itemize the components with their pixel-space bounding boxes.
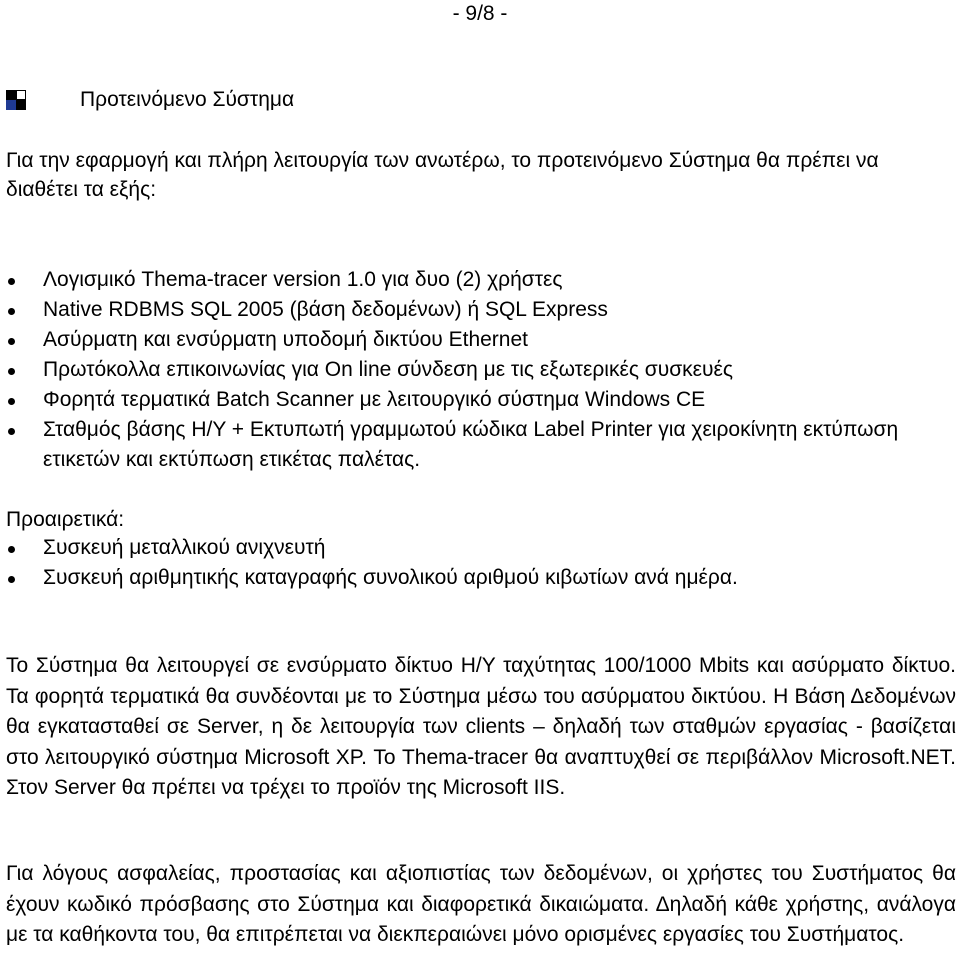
list-item: Native RDBMS SQL 2005 (βάση δεδομένων) ή SQL Express (6, 295, 956, 325)
intro-paragraph: Για την εφαρμογή και πλήρη λειτουργία των ανωτέρω, το προτεινόμενο Σύστημα θα πρέπει να διαθέτει τα εξής: (6, 149, 879, 201)
bullet-icon (8, 368, 15, 375)
page-number: - 9/8 - (452, 2, 508, 25)
list-item: Πρωτόκολλα επικοινωνίας για On line σύνδεση με τις εξωτερικές συσκευές (6, 355, 956, 385)
list-item: Ασύρματη και ενσύρματη υποδομή δικτύου Ethernet (6, 325, 956, 355)
list-item: Λογισμικό Thema-tracer version 1.0 για δυο (2) χρήστες (6, 265, 956, 295)
list-item: Συσκευή αριθμητικής καταγραφής συνολικού αριθμού κιβωτίων ανά ημέρα. (6, 563, 956, 593)
list-item: Συσκευή μεταλλικού ανιχνευτή (6, 533, 956, 563)
network-paragraph: Το Σύστημα θα λειτουργεί σε ενσύρματο δίκτυο Η/Υ ταχύτητας 100/1000 Mbits και ασύρματο δίκτυο. Τα φορητά τερματικά θα συνδέονται με το Σύστημα μέσω του ασύρματου δικτύου. Η Βάση Δεδομένων θα εγκατασταθεί σε Server, η δε λειτουργία των clients – δηλαδή των σταθμών εργασίας - βασίζεται στο λειτουργικό σύστημα Microsoft XP. Το Thema-tracer θα αναπτυχθεί σε περιβάλλον Microsoft.NET. Στον Server θα πρέπει να τρέχει το προϊόν της Microsoft IIS. (6, 654, 956, 800)
bullet-icon (8, 428, 15, 435)
list-item: Φορητά τερματικά Batch Scanner με λειτουργικό σύστημα Windows CE (6, 385, 956, 415)
security-paragraph: Για λόγους ασφαλείας, προστασίας και αξιοπιστίας των δεδομένων, οι χρήστες του Συστήματος θα έχουν κωδικό πρόσβασης στο Σύστημα και διαφορετικά δικαιώματα. Δηλαδή κάθε χρήστης, ανάλογα με τα καθήκοντα του, θα επιτρέπεται να διεκπεραιώνει μόνο ορισμένες εργασίες του Συστήματος. (6, 862, 956, 947)
checkered-square-icon (6, 90, 26, 110)
bullet-icon (8, 576, 15, 583)
bullet-icon (8, 308, 15, 315)
optional-label: Προαιρετικά: (6, 508, 125, 531)
bullet-icon (8, 398, 15, 405)
optional-list (6, 533, 956, 593)
list-item: Σταθμός βάσης Η/Υ + Εκτυπωτή γραμμωτού κώδικα Label Printer για χειροκίνητη εκτύπωση ετικετών και εκτύπωση ετικέτας παλέτας. (6, 415, 956, 475)
bullet-icon (8, 278, 15, 285)
section-heading (6, 88, 294, 112)
bullet-icon (8, 338, 15, 345)
section-title: Προτεινόμενο Σύστημα (80, 88, 295, 111)
bullet-icon (8, 546, 15, 553)
requirements-list (6, 265, 956, 475)
